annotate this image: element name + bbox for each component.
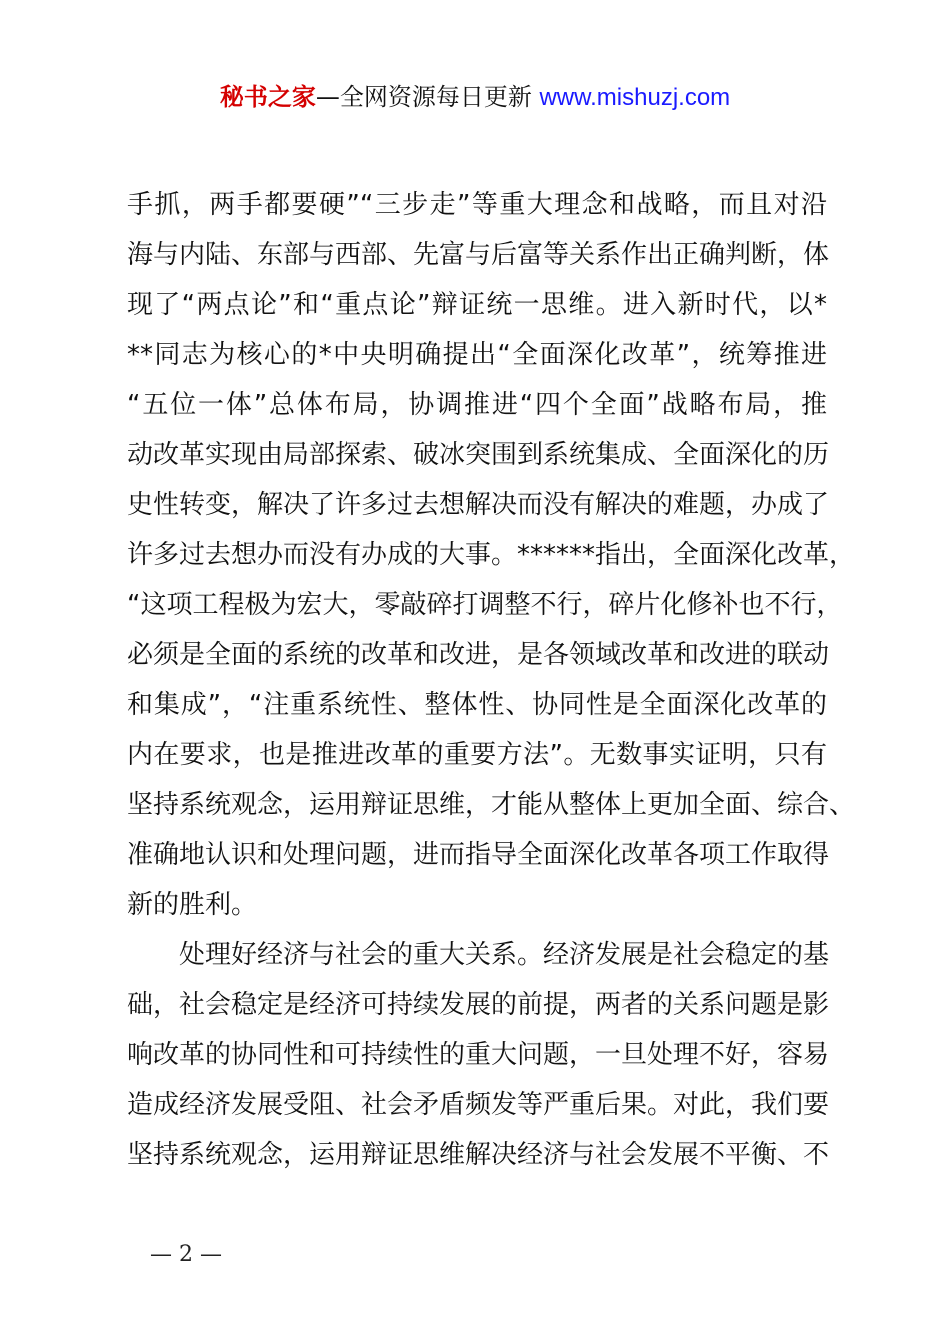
text-line: 准确地认识和处理问题，进而指导全面深化改革各项工作取得 — [127, 840, 830, 870]
site-tagline: —全网资源每日更新 — [315, 83, 540, 111]
text-line: 手抓，两手都要硬”“三步走”等重大理念和战略，而且对沿 — [127, 190, 827, 220]
text-line: 必须是全面的系统的改革和改进，是各领域改革和改进的联动 — [127, 640, 830, 670]
site-banner — [0, 80, 950, 115]
text-line: **同志为核心的*中央明确提出“全面深化改革”，统筹推进 — [127, 340, 827, 370]
text-line: 坚持系统观念，运用辩证思维，才能从整体上更加全面、综合、 — [127, 790, 856, 820]
text-line: “五位一体”总体布局，协调推进“四个全面”战略布局，推 — [127, 390, 827, 420]
document-body — [127, 180, 856, 1180]
text-line: 史性转变，解决了许多过去想解决而没有解决的难题，办成了 — [127, 490, 830, 520]
text-line: 造成经济发展受阻、社会矛盾频发等严重后果。对此，我们要 — [127, 1090, 830, 1120]
text-line: 新的胜利。 — [127, 890, 258, 920]
text-line: 许多过去想办而没有办成的大事。******指出，全面深化改革， — [127, 540, 856, 570]
text-line: 海与内陆、东部与西部、先富与后富等关系作出正确判断，体 — [127, 240, 830, 270]
text-line: 响改革的协同性和可持续性的重大问题，一旦处理不好，容易 — [127, 1040, 830, 1070]
text-line: 础，社会稳定是经济可持续发展的前提，两者的关系问题是影 — [127, 990, 830, 1020]
text-line: 坚持系统观念，运用辩证思维解决经济与社会发展不平衡、不 — [127, 1140, 830, 1170]
page-number: — 2 — — [150, 1242, 222, 1267]
text-line: 处理好经济与社会的重大关系。经济发展是社会稳定的基 — [179, 940, 830, 970]
paragraph — [127, 930, 830, 1180]
paragraph — [127, 180, 856, 930]
text-line: 动改革实现由局部探索、破冰突围到系统集成、全面深化的历 — [127, 440, 830, 470]
text-line: 现了“两点论”和“重点论”辩证统一思维。进入新时代，以* — [127, 290, 827, 320]
text-line: “这项工程极为宏大，零敲碎打调整不行，碎片化修补也不行， — [127, 590, 843, 620]
text-line: 和集成”，“注重系统性、整体性、协同性是全面深化改革的 — [127, 690, 827, 720]
text-line: 内在要求，也是推进改革的重要方法”。无数事实证明，只有 — [127, 740, 827, 770]
site-url-link[interactable]: www.mishuzj.com — [539, 84, 731, 111]
site-brand: 秘书之家 — [219, 83, 316, 111]
